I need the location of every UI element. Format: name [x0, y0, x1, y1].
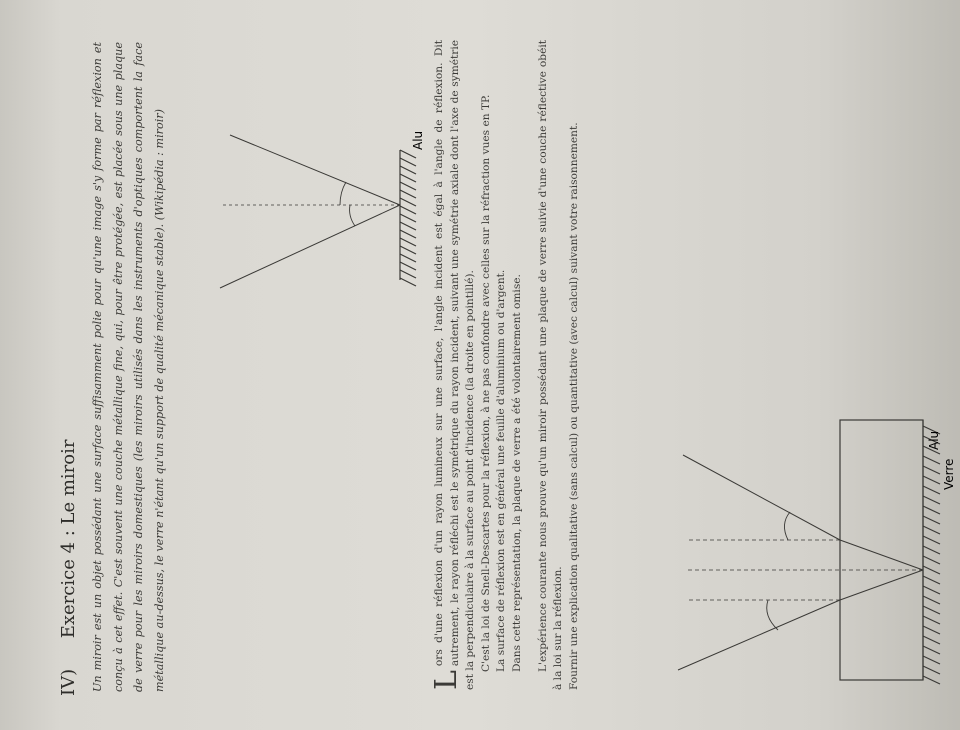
reflection-figure	[190, 130, 430, 300]
paragraph-surface: La surface de réflexion est en général une feuille d'aluminium ou d'argent.	[495, 269, 508, 672]
reflected-ray	[230, 135, 400, 205]
glass-plate	[840, 420, 923, 680]
alu-label-text: Alu	[411, 130, 425, 150]
intro-paragraph: Un miroir est un objet possédant une surface suffisamment polie pour qu'une image s'y forme par réflexion et conçu à cet effet. C'est souvent une couche métallique fine, qui, pour être protégée, est placée sous une plaque de verre pour les miroirs domestiques (les miroirs utilisés dans les instruments d'optiques comportent la face métallique au-dessus, le verre n'étant qu'un support de qualité mécanique stable). (Wikipédia : miroir)	[91, 42, 166, 692]
exercise-number: IV)	[58, 668, 79, 696]
exercise-heading	[58, 440, 79, 697]
incident-ray-2	[678, 600, 840, 670]
alu-label-1	[411, 131, 425, 150]
angle-arc-2b	[784, 512, 790, 540]
refracted-ray-2	[840, 570, 923, 600]
paragraph-representation: Dans cette représentation, la plaque de verre a été volontairement omise.	[510, 274, 523, 672]
mirror-hatching-2	[923, 420, 940, 684]
glass-mirror-figure	[668, 400, 958, 700]
paragraph-snell-descartes: C'est la loi de Snell-Descartes pour la réflexion, à ne pas confondre avec celles sur la réfraction vues en TP.	[479, 94, 492, 672]
angle-arc-2a	[767, 600, 778, 630]
body-text	[429, 40, 582, 690]
angle-arc-incident	[350, 205, 355, 226]
incident-ray	[220, 205, 400, 288]
angle-arc-reflected	[340, 182, 346, 205]
exercise-title: Exercice 4 : Le miroir	[58, 439, 79, 639]
paragraph-question: Fournir une explication qualitative (sans calcul) ou quantitative (avec calcul) suivant votre raisonnement.	[567, 122, 580, 690]
mirror-hatching	[400, 150, 416, 286]
paragraph-reflection-law: ors d'une réflexion d'un rayon lumineux sur une surface, l'angle incident est égal à l'angle de réflexion. Dit autrement, le rayon réfléchi est le symétrique du rayon incident, suivant une symétrie axiale dont l'axe de symétrie est la perpendiculaire à la surface au point d'incidence (la droite en pointillé).	[433, 40, 477, 690]
paragraph-experience: L'expérience courante nous prouve qu'un miroir possédant une plaque de verre suivie d'une couche réflective obéit à la loi sur la réflexion.	[536, 40, 565, 690]
emergent-ray-2	[683, 455, 840, 540]
verre-label: Verre	[942, 458, 956, 490]
dropcap: L	[429, 670, 464, 690]
alu-label-2: Alu	[927, 430, 941, 450]
reflected-inner-ray-2	[840, 540, 923, 570]
